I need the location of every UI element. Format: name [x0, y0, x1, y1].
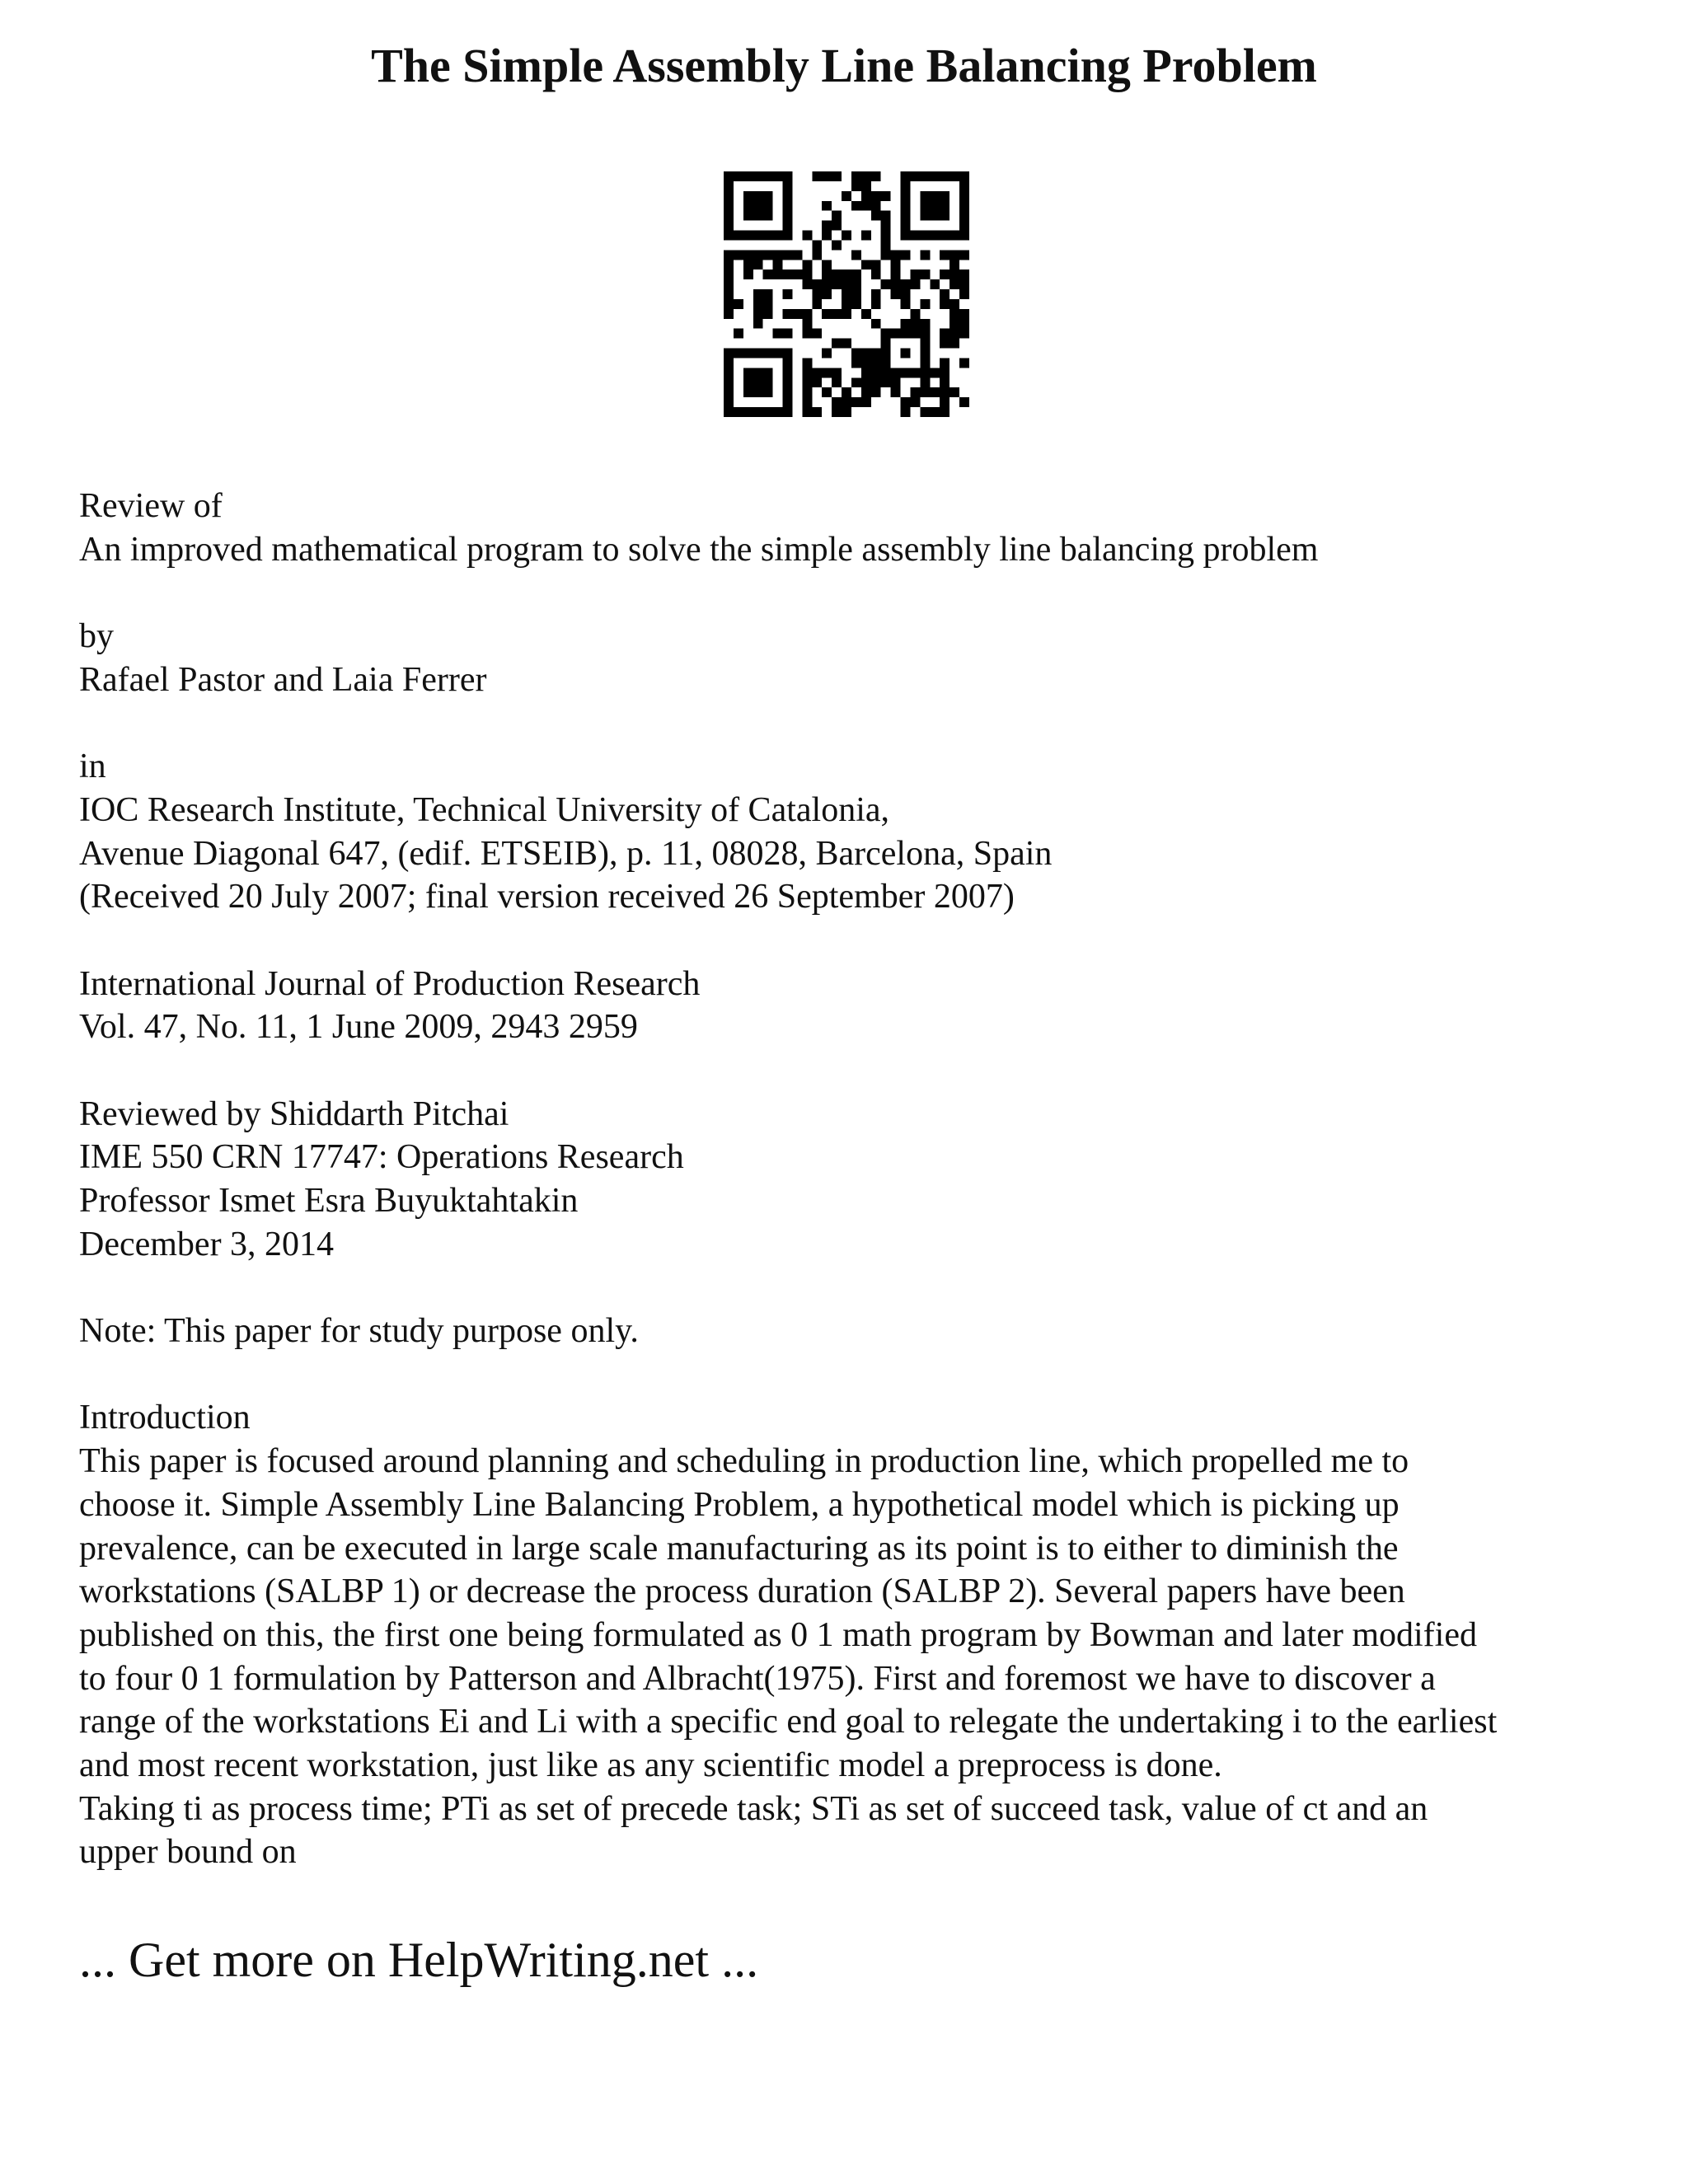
- qr-code-icon: [724, 171, 969, 417]
- address: Avenue Diagonal 647, (edif. ETSEIB), p. 11, 08028, Barcelona, Spain: [79, 834, 1053, 873]
- intro-line: Taking ti as process time; PTi as set of precede task; STi as set of succeed task, value of ct and an: [79, 1789, 1428, 1828]
- review-date: December 3, 2014: [79, 1225, 335, 1263]
- intro-line: choose it. Simple Assembly Line Balancing Problem, a hypothetical model which is picking up: [79, 1485, 1400, 1524]
- get-more-link[interactable]: ... Get more on HelpWriting.net ...: [79, 1933, 759, 1987]
- reviewed-paper-title: An improved mathematical program to solve the simple assembly line balancing problem: [79, 530, 1319, 569]
- intro-line: to four 0 1 formulation by Patterson and Albracht(1975). First and foremost we have to discover a: [79, 1659, 1436, 1698]
- intro-line: prevalence, can be executed in large scale manufacturing as its point is to either to diminish the: [79, 1529, 1399, 1568]
- introduction-heading: Introduction: [79, 1399, 251, 1437]
- intro-line: and most recent workstation, just like as any scientific model a preprocess is done.: [79, 1746, 1222, 1784]
- intro-line: range of the workstations Ei and Li with a specific end goal to relegate the undertaking i to the earliest: [79, 1703, 1498, 1741]
- study-note: Note: This paper for study purpose only.: [79, 1312, 639, 1351]
- authors: Rafael Pastor and Laia Ferrer: [79, 660, 487, 699]
- journal-volume: Vol. 47, No. 11, 1 June 2009, 2943 2959: [79, 1008, 638, 1047]
- intro-line: workstations (SALBP 1) or decrease the process duration (SALBP 2). Several papers have been: [79, 1572, 1405, 1611]
- intro-line: This paper is focused around planning and scheduling in production line, which propelled me to: [79, 1442, 1409, 1481]
- course: IME 550 CRN 17747: Operations Research: [79, 1138, 684, 1177]
- professor: Professor Ismet Esra Buyuktahtakin: [79, 1182, 579, 1220]
- reviewer: Reviewed by Shiddarth Pitchai: [79, 1094, 509, 1133]
- review-label: Review of: [79, 487, 223, 525]
- document-title: The Simple Assembly Line Balancing Problem: [371, 39, 1317, 92]
- review-details: [79, 485, 1629, 1874]
- intro-line: upper bound on: [79, 1833, 297, 1872]
- in-label: in: [79, 748, 106, 786]
- institute: IOC Research Institute, Technical University of Catalonia,: [79, 790, 890, 829]
- by-label: by: [79, 617, 114, 656]
- intro-line: published on this, the first one being formulated as 0 1 math program by Bowman and later modified: [79, 1615, 1477, 1654]
- journal-name: International Journal of Production Research: [79, 964, 701, 1003]
- received-dates: (Received 20 July 2007; final version received 26 September 2007): [79, 878, 1015, 916]
